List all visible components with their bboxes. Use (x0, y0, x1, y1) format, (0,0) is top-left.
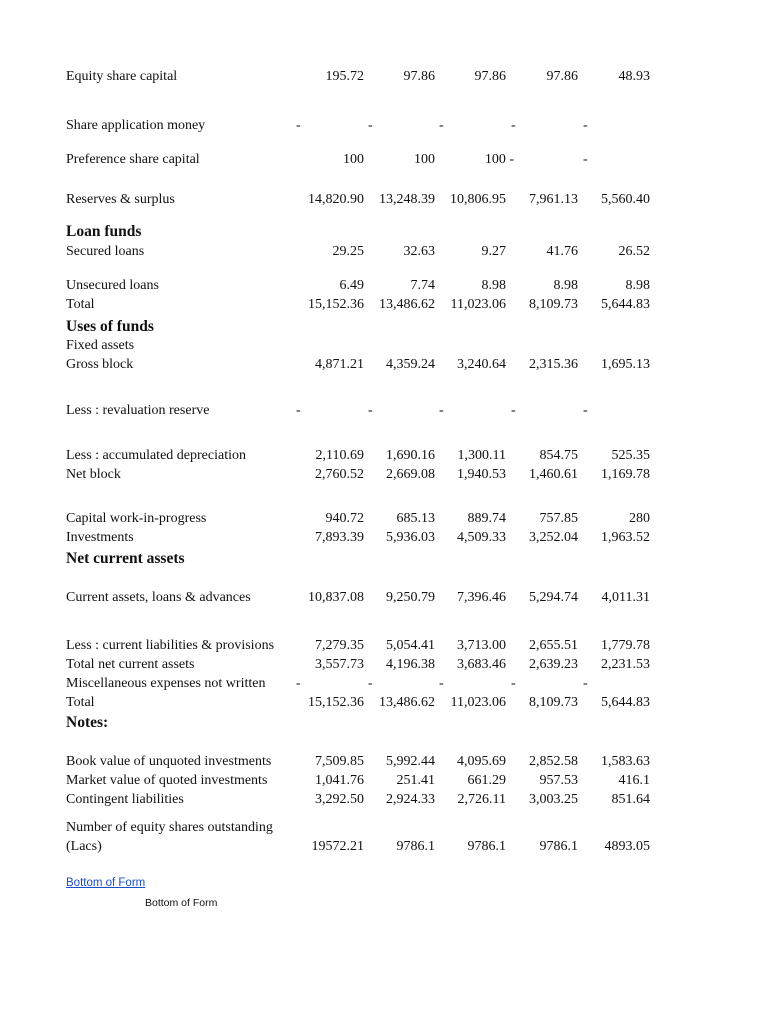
value-cell: 4893.05 (604, 839, 650, 854)
value-cell: 2,315.36 (529, 357, 578, 372)
value-cell: 5,560.40 (601, 192, 650, 207)
value-cell: 1,779.78 (601, 638, 650, 653)
row-label: Less : accumulated depreciation (66, 448, 246, 463)
value-cell: 7,396.46 (457, 590, 506, 605)
row-net-block (0, 465, 768, 485)
row-book-value (0, 752, 768, 772)
value-cell: 2,726.11 (457, 792, 506, 807)
row-gross-block (0, 355, 768, 375)
value-cell: 9,250.79 (386, 590, 435, 605)
value-cell: 8,109.73 (529, 695, 578, 710)
value-cell: 2,760.52 (315, 467, 364, 482)
value-cell: 9786.1 (396, 839, 435, 854)
value-cell: 5,294.74 (529, 590, 578, 605)
row-label: Miscellaneous expenses not written (66, 676, 266, 691)
dash-cell: - (439, 676, 444, 691)
row-misc-expenses (0, 674, 768, 694)
value-cell: 7.74 (410, 278, 435, 293)
value-cell: 1,583.63 (601, 754, 650, 769)
value-cell: 5,054.41 (386, 638, 435, 653)
row-label: Number of equity shares outstanding (66, 820, 273, 835)
value-cell: 1,690.16 (386, 448, 435, 463)
row-label: Less : current liabilities & provisions (66, 638, 275, 653)
value-cell: 100 - (484, 152, 514, 167)
value-cell: 11,023.06 (450, 297, 506, 312)
value-cell: 13,248.39 (379, 192, 435, 207)
value-cell: 100 (343, 152, 364, 167)
row-revaluation-reserve (0, 401, 768, 421)
row-total-sources (0, 295, 768, 315)
value-cell: 3,240.64 (457, 357, 506, 372)
dash-cell: - (511, 403, 516, 418)
value-cell: 1,169.78 (601, 467, 650, 482)
value-cell: 13,486.62 (379, 695, 435, 710)
value-cell: 661.29 (467, 773, 506, 788)
section-heading: Uses of funds (66, 318, 154, 335)
dash-cell: - (368, 676, 373, 691)
value-cell: 3,292.50 (315, 792, 364, 807)
value-cell: 3,557.73 (315, 657, 364, 672)
row-label: Preference share capital (66, 152, 200, 167)
value-cell: 13,486.62 (379, 297, 435, 312)
value-cell: 9786.1 (539, 839, 578, 854)
value-cell: 2,852.58 (529, 754, 578, 769)
dash-cell: - (296, 118, 301, 133)
value-cell: 97.86 (546, 69, 578, 84)
section-heading-net-current-assets (0, 549, 768, 569)
value-cell: 6.49 (339, 278, 364, 293)
dash-cell: - (439, 403, 444, 418)
row-label: Investments (66, 530, 134, 545)
row-label: Capital work-in-progress (66, 511, 207, 526)
dash-cell: - (583, 676, 588, 691)
value-cell: 4,509.33 (457, 530, 506, 545)
section-heading-loan-funds (0, 222, 768, 242)
row-reserves-surplus (0, 190, 768, 210)
value-cell: 97.86 (403, 69, 435, 84)
value-cell: 4,871.21 (315, 357, 364, 372)
value-cell: 2,231.53 (601, 657, 650, 672)
row-current-liabilities (0, 636, 768, 656)
value-cell: 2,924.33 (386, 792, 435, 807)
row-preference-share-capital (0, 150, 768, 170)
value-cell: 940.72 (325, 511, 364, 526)
value-cell: 4,359.24 (386, 357, 435, 372)
value-cell: 1,695.13 (601, 357, 650, 372)
row-market-value (0, 771, 768, 791)
row-contingent-liabilities (0, 790, 768, 810)
row-label: Share application money (66, 118, 206, 133)
value-cell: 48.93 (618, 69, 650, 84)
row-label: Total (66, 695, 95, 710)
value-cell: 3,713.00 (457, 638, 506, 653)
value-cell: 32.63 (403, 244, 435, 259)
value-cell: 251.41 (396, 773, 435, 788)
value-cell: 4,196.38 (386, 657, 435, 672)
row-investments (0, 528, 768, 548)
value-cell: 8,109.73 (529, 297, 578, 312)
bottom-of-form-text: Bottom of Form (145, 897, 218, 909)
value-cell: 11,023.06 (450, 695, 506, 710)
row-unsecured-loans (0, 276, 768, 296)
section-heading-notes (0, 713, 768, 733)
value-cell: 416.1 (618, 773, 650, 788)
value-cell: 2,110.69 (315, 448, 364, 463)
value-cell: 5,644.83 (601, 297, 650, 312)
value-cell: 1,460.61 (529, 467, 578, 482)
value-cell: 851.64 (611, 792, 650, 807)
row-label: Unsecured loans (66, 278, 159, 293)
row-equity-shares-title (0, 818, 768, 838)
value-cell: 7,509.85 (315, 754, 364, 769)
value-cell: 757.85 (539, 511, 578, 526)
value-cell: 1,940.53 (457, 467, 506, 482)
row-label: Reserves & surplus (66, 192, 175, 207)
value-cell: 685.13 (396, 511, 435, 526)
section-heading: Loan funds (66, 223, 142, 240)
value-cell: 15,152.36 (308, 695, 364, 710)
value-cell: 14,820.90 (308, 192, 364, 207)
row-label: Gross block (66, 357, 134, 372)
row-label: Equity share capital (66, 69, 178, 84)
value-cell: 7,961.13 (529, 192, 578, 207)
value-cell: 2,655.51 (529, 638, 578, 653)
value-cell: 4,095.69 (457, 754, 506, 769)
dash-cell: - (368, 118, 373, 133)
dash-cell: - (439, 118, 444, 133)
row-total-uses (0, 693, 768, 713)
value-cell: 3,003.25 (529, 792, 578, 807)
dash-cell: - (583, 118, 588, 133)
dash-cell: - (583, 403, 588, 418)
value-cell: 5,936.03 (386, 530, 435, 545)
dash-cell: - (296, 403, 301, 418)
row-accumulated-depreciation (0, 446, 768, 466)
value-cell: 1,041.76 (315, 773, 364, 788)
row-capital-wip (0, 509, 768, 529)
value-cell: 8.98 (481, 278, 506, 293)
value-cell: 889.74 (467, 511, 506, 526)
value-cell: 5,644.83 (601, 695, 650, 710)
value-cell: 8.98 (553, 278, 578, 293)
value-cell: 2,639.23 (529, 657, 578, 672)
value-cell: 10,806.95 (450, 192, 506, 207)
value-cell: 4,011.31 (601, 590, 650, 605)
section-heading-uses-of-funds (0, 317, 768, 337)
section-heading: Notes: (66, 714, 109, 731)
row-label: Contingent liabilities (66, 792, 184, 807)
row-label: Current assets, loans & advances (66, 590, 251, 605)
value-cell: 100 (414, 152, 435, 167)
row-share-application-money (0, 116, 768, 136)
row-current-assets (0, 588, 768, 608)
row-label: Secured loans (66, 244, 145, 259)
row-label: Fixed assets (66, 338, 135, 353)
dash-cell: - (511, 676, 516, 691)
value-cell: 26.52 (618, 244, 650, 259)
value-cell: 525.35 (611, 448, 650, 463)
dash-cell: - (511, 118, 516, 133)
row-equity-shares-lacs (0, 837, 768, 857)
row-equity-share-capital (0, 67, 768, 87)
value-cell: 1,963.52 (601, 530, 650, 545)
value-cell: 7,279.35 (315, 638, 364, 653)
dash-cell: - (368, 403, 373, 418)
dash-cell: - (583, 152, 588, 167)
row-label: Book value of unquoted investments (66, 754, 272, 769)
value-cell: 1,300.11 (457, 448, 506, 463)
row-fixed-assets (0, 336, 768, 356)
section-heading: Net current assets (66, 550, 185, 567)
row-label: Less : revaluation reserve (66, 403, 210, 418)
value-cell: 29.25 (332, 244, 364, 259)
row-label: Total (66, 297, 95, 312)
row-label: Market value of quoted investments (66, 773, 268, 788)
row-total-net-current-assets (0, 655, 768, 675)
row-label: Total net current assets (66, 657, 195, 672)
value-cell: 9.27 (481, 244, 506, 259)
row-label: (Lacs) (66, 839, 102, 854)
dash-cell: - (296, 676, 301, 691)
value-cell: 8.98 (625, 278, 650, 293)
value-cell: 3,683.46 (457, 657, 506, 672)
value-cell: 19572.21 (311, 839, 364, 854)
value-cell: 9786.1 (467, 839, 506, 854)
value-cell: 10,837.08 (308, 590, 364, 605)
row-secured-loans (0, 242, 768, 262)
row-label: Net block (66, 467, 121, 482)
value-cell: 2,669.08 (386, 467, 435, 482)
value-cell: 195.72 (325, 69, 364, 84)
bottom-of-form-link[interactable]: Bottom of Form (66, 877, 146, 889)
value-cell: 957.53 (539, 773, 578, 788)
value-cell: 7,893.39 (315, 530, 364, 545)
value-cell: 3,252.04 (529, 530, 578, 545)
value-cell: 5,992.44 (386, 754, 435, 769)
value-cell: 15,152.36 (308, 297, 364, 312)
value-cell: 41.76 (546, 244, 578, 259)
value-cell: 854.75 (539, 448, 578, 463)
value-cell: 280 (629, 511, 650, 526)
value-cell: 97.86 (474, 69, 506, 84)
